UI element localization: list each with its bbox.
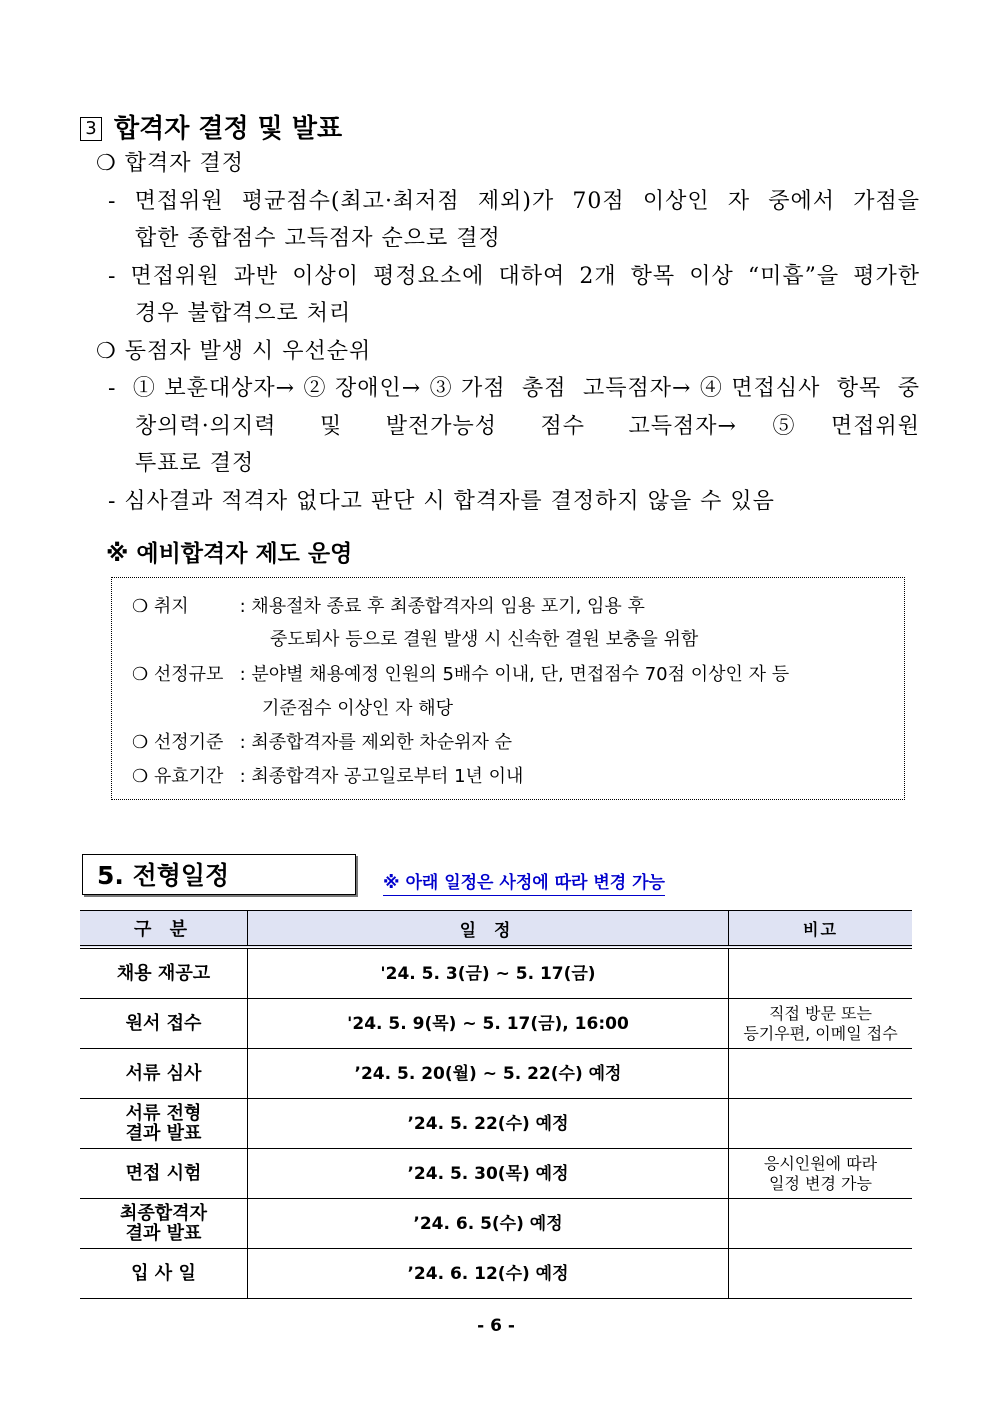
section5-title: 5. 전형일정 [82,854,356,895]
section-title-text: 합격자 결정 및 발표 [114,114,343,144]
reserve-label: 선정기준 [153,732,224,753]
header-schedule: 일 정 [248,911,729,948]
row-name: 면접 시험 [80,1149,248,1199]
row-date: ’24. 5. 20(월) ~ 5. 22(수) 예정 [248,1049,729,1099]
item4-line1: - 심사결과 적격자 없다고 판단 시 합격자를 결정하지 않을 수 있음 [108,489,775,514]
header-category: 구 분 [80,911,248,948]
row-name: 원서 접수 [80,999,248,1049]
row-note: 직접 방문 또는 등기우편, 이메일 접수 [729,999,913,1049]
bullet-icon: ❍ [132,732,149,753]
reserve-text: : 채용절차 종료 후 최종합격자의 임용 포기, 임용 후 [239,596,645,617]
reserve-label: 취지 [153,596,189,617]
section5-note: ※ 아래 일정은 사정에 따라 변경 가능 [383,868,665,896]
schedule-body [80,947,912,1299]
reserve-row-purpose [132,592,645,618]
row-note [729,947,913,999]
table-row [80,947,912,999]
bullet-icon: ❍ [132,766,149,787]
reserve-row-scale [132,660,789,686]
page-number: - 6 - [477,1316,515,1336]
bullet-pass-decision: ❍ 합격자 결정 [96,151,244,176]
row-date: ’24. 5. 22(수) 예정 [248,1099,729,1149]
reserve-row-validity [132,762,523,788]
bullet-icon: ❍ [132,664,149,685]
row-date: ’24. 5. 30(목) 예정 [248,1149,729,1199]
item3-line3: 투표로 결정 [135,451,255,476]
row-date: '24. 5. 3(금) ~ 5. 17(금) [248,947,729,999]
table-row [80,1099,912,1149]
reserve-label: 선정규모 [153,664,224,685]
item3-line2: 창의력·의지력 및 발전가능성 점수 고득점자→⑤면접위원 [135,414,920,439]
reserve-info-box [111,577,905,800]
table-row [80,999,912,1049]
row-date: ’24. 6. 12(수) 예정 [248,1249,729,1299]
item2-line2: 경우 불합격으로 처리 [135,301,352,326]
reserve-row-criteria [132,728,512,754]
row-note [729,1249,913,1299]
reserve-text: : 분야별 채용예정 인원의 5배수 이내, 단, 면접점수 70점 이상인 자 등 [239,664,790,685]
item3-line1: - ①보훈대상자→②장애인→③가점 총점 고득점자→④면접심사 항목 중 [108,376,920,401]
section-number: 3 [80,117,102,141]
reserve-text-cont: 중도퇴사 등으로 결원 발생 시 신속한 결원 보충을 위함 [270,629,699,650]
row-name: 서류 전형 결과 발표 [80,1099,248,1149]
item1-line1: - 면접위원 평균점수(최고·최저점 제외)가 70점 이상인 자 중에서 가점을 [108,189,920,214]
row-note: 응시인원에 따라 일정 변경 가능 [729,1149,913,1199]
row-name: 서류 심사 [80,1049,248,1099]
row-name: 최종합격자 결과 발표 [80,1199,248,1249]
item2-line1: - 면접위원 과반 이상이 평정요소에 대하여 2개 항목 이상 “미흡”을 평가한 [108,264,920,289]
table-row [80,1199,912,1249]
item1-line2: 합한 종합점수 고득점자 순으로 결정 [135,226,501,251]
row-note [729,1199,913,1249]
table-header-row [80,911,912,948]
table-row [80,1149,912,1199]
reserve-text: : 최종합격자를 제외한 차순위자 순 [239,732,512,753]
row-date: ’24. 6. 5(수) 예정 [248,1199,729,1249]
reserve-label: 유효기간 [153,766,224,787]
row-name: 입 사 일 [80,1249,248,1299]
reserve-title: ※ 예비합격자 제도 운영 [106,541,353,567]
bullet-icon: ❍ [132,596,149,617]
reserve-text: : 최종합격자 공고일로부터 1년 이내 [239,766,524,787]
schedule-table [80,910,912,1299]
row-name: 채용 재공고 [80,947,248,999]
table-row [80,1049,912,1099]
bullet-tie-priority: ❍ 동점자 발생 시 우선순위 [96,339,372,364]
row-date: '24. 5. 9(목) ~ 5. 17(금), 16:00 [248,999,729,1049]
header-note: 비고 [729,911,913,948]
section-title [80,108,342,145]
row-note [729,1049,913,1099]
reserve-text-cont: 기준점수 이상인 자 해당 [262,698,454,719]
table-row [80,1249,912,1299]
row-note [729,1099,913,1149]
